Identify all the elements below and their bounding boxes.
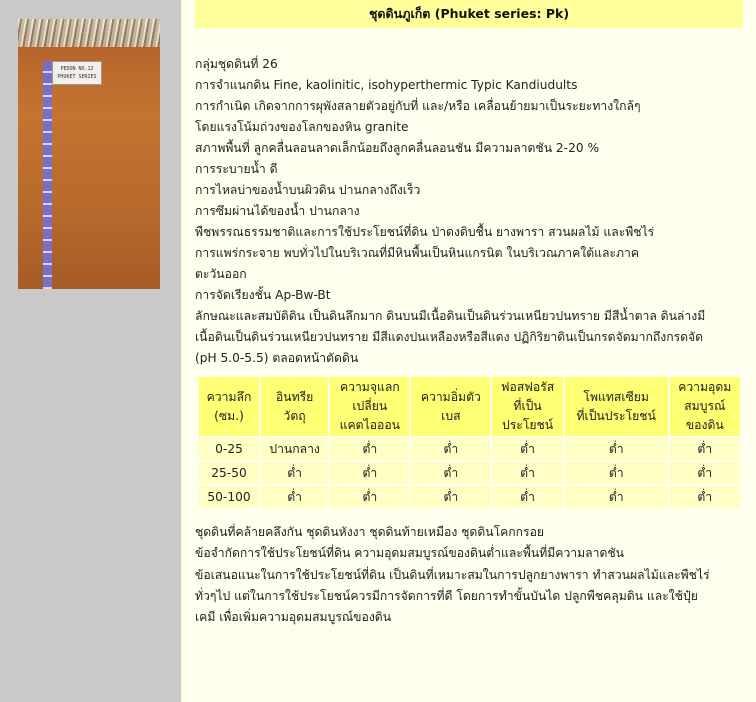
table-cell: ต่ำ (492, 438, 563, 460)
pedon-label-line1: PEDON NO.12 (60, 66, 94, 72)
header-line: ความจุแลก (339, 380, 400, 394)
table-cell: ต่ำ (411, 462, 490, 484)
property-line: การจำแนกดิน Fine, kaolinitic, isohyperthermic Typic Kandiudults (195, 78, 578, 92)
table-cell: ต่ำ (670, 462, 740, 484)
table-cell: ต่ำ (330, 486, 409, 508)
property-line: กลุ่มชุดดินที่ 26 (195, 57, 278, 71)
pedon-label (52, 61, 102, 85)
table-header-cell (199, 377, 259, 436)
header-line: (ซม.) (214, 408, 244, 423)
header-line: สมบูรณ์ (684, 399, 726, 413)
header-line: วัตถุ (283, 408, 306, 423)
note-line: เคมี เพื่อเพิ่มความอุดมสมบูรณ์ของดิน (195, 610, 392, 625)
header-line: ความอิ่มตัว (420, 389, 481, 404)
property-line: ตะวันออก (195, 267, 247, 281)
table-header-cell (411, 377, 490, 436)
header-line: ที่เป็น (513, 399, 542, 413)
table-header-cell (330, 377, 409, 436)
property-line: (pH 5.0-5.5) ตลอดหน้าตัดดิน (195, 351, 359, 365)
table-cell: ต่ำ (261, 462, 328, 484)
table-cell: ต่ำ (565, 486, 668, 508)
table-cell: ต่ำ (261, 486, 328, 508)
table-cell: ต่ำ (492, 486, 563, 508)
header-line: ฟอสฟอรัส (500, 380, 555, 394)
table-cell: ต่ำ (670, 438, 740, 460)
header-line: ของดิน (685, 418, 724, 432)
note-line: ข้อจำกัดการใช้ประโยชน์ที่ดิน ความอุดมสมบูรณ์ของดินต่ำและพื้นที่มีความลาดชัน (195, 546, 625, 561)
property-line: โดยแรงโน้มถ่วงของโลกของหิน granite (195, 120, 409, 134)
header-line: ความลึก (206, 389, 252, 404)
table-cell: ต่ำ (330, 438, 409, 460)
page-title: ชุดดินภูเก็ต (Phuket series: Pk) (195, 0, 743, 28)
table-cell: ต่ำ (411, 486, 490, 508)
property-line: การแพร่กระจาย พบทั่วไปในบริเวณที่มีหินพื้นเป็นหินแกรนิต ในบริเวณภาคใต้และภาค (195, 246, 640, 260)
note-line: ชุดดินที่คล้ายคลึงกัน ชุดดินหังงา ชุดดินท้ายเหมือง ชุดดินโคกกรอย (195, 525, 545, 539)
property-line: การระบายน้ำ ดี (195, 162, 278, 176)
table-cell: 0-25 (199, 438, 259, 460)
main-content (195, 0, 743, 628)
header-line: แคตไอออน (339, 418, 400, 432)
header-line: เบส (441, 408, 461, 423)
table-row (199, 486, 740, 508)
table-header-row (199, 377, 740, 436)
table-cell: ต่ำ (565, 462, 668, 484)
pedon-label-line2: PHUKET SERIES (57, 74, 97, 80)
table-cell: ปานกลาง (261, 438, 328, 460)
topsoil-roots (18, 19, 160, 47)
table-cell: ต่ำ (411, 438, 490, 460)
table-row (199, 462, 740, 484)
table-header-cell (565, 377, 668, 436)
note-line: ทั่วๆไป แต่ในการใช้ประโยชน์ควรมีการจัดการที่ดี โดยการทำขั้นบันได ปลูกพืชคลุมดิน และใช้ปุ๋ย (195, 588, 698, 603)
property-line: สภาพพื้นที่ ลูกคลื่นลอนลาดเล็กน้อยถึงลูกคลื่นลอนชัน มีความลาดชัน 2-20 % (195, 141, 600, 155)
table-row (199, 438, 740, 460)
soil-properties (195, 54, 743, 369)
header-line: อินทรีย (275, 389, 314, 404)
table-header-cell (492, 377, 563, 436)
table-cell: ต่ำ (565, 438, 668, 460)
note-line: ข้อเสนอแนะในการใช้ประโยชน์ที่ดิน เป็นดินที่เหมาะสมในการปลูกยางพารา ทำสวนผลไม้และพืชไร่ (195, 567, 710, 582)
property-line: การจัดเรียงชั้น Ap-Bw-Bt (195, 288, 331, 302)
table-cell: ต่ำ (670, 486, 740, 508)
soil-fertility-table (197, 375, 742, 510)
header-line: ประโยชน์ (501, 418, 554, 432)
property-line: ลักษณะและสมบัติดิน เป็นดินลึกมาก ดินบนมีเนื้อดินเป็นดินร่วนเหนียวปนทราย มีสีน้ำตาล ดินล่างมี (195, 309, 706, 323)
property-line: การซึมผ่านได้ของน้ำ ปานกลาง (195, 204, 360, 218)
table-header-cell (670, 377, 740, 436)
header-line: ความอุดม (678, 380, 732, 394)
header-line: โพแทสเซียม (583, 389, 649, 404)
left-sidebar (0, 0, 181, 702)
property-line: การกำเนิด เกิดจากการผุพังสลายตัวอยู่กับที่ และ/หรือ เคลื่อนย้ายมาเป็นระยะทางใกล้ๆ (195, 99, 641, 113)
table-body (199, 438, 740, 508)
table-cell: 25-50 (199, 462, 259, 484)
property-line: การไหลบ่าของน้ำบนผิวดิน ปานกลางถึงเร็ว (195, 183, 421, 197)
measuring-tape (43, 61, 52, 289)
property-line: พืชพรรณธรรมชาติและการใช้ประโยชน์ที่ดิน ป่าดงดิบชื้น ยางพารา สวนผลไม้ และพืชไร่ (195, 225, 655, 239)
header-line: เปลี่ยน (352, 399, 388, 413)
header-line: ที่เป็นประโยชน์ (576, 408, 656, 423)
table-header-cell (261, 377, 328, 436)
soil-profile-photo (18, 19, 160, 289)
soil-notes (195, 522, 743, 628)
table-cell: ต่ำ (330, 462, 409, 484)
property-line: เนื้อดินเป็นดินร่วนเหนียวปนทราย มีสีแดงปนเหลืองหรือสีแดง ปฏิกิริยาดินเป็นกรดจัดมากถึงกรดจัด (195, 330, 704, 344)
table-cell: 50-100 (199, 486, 259, 508)
table-cell: ต่ำ (492, 462, 563, 484)
